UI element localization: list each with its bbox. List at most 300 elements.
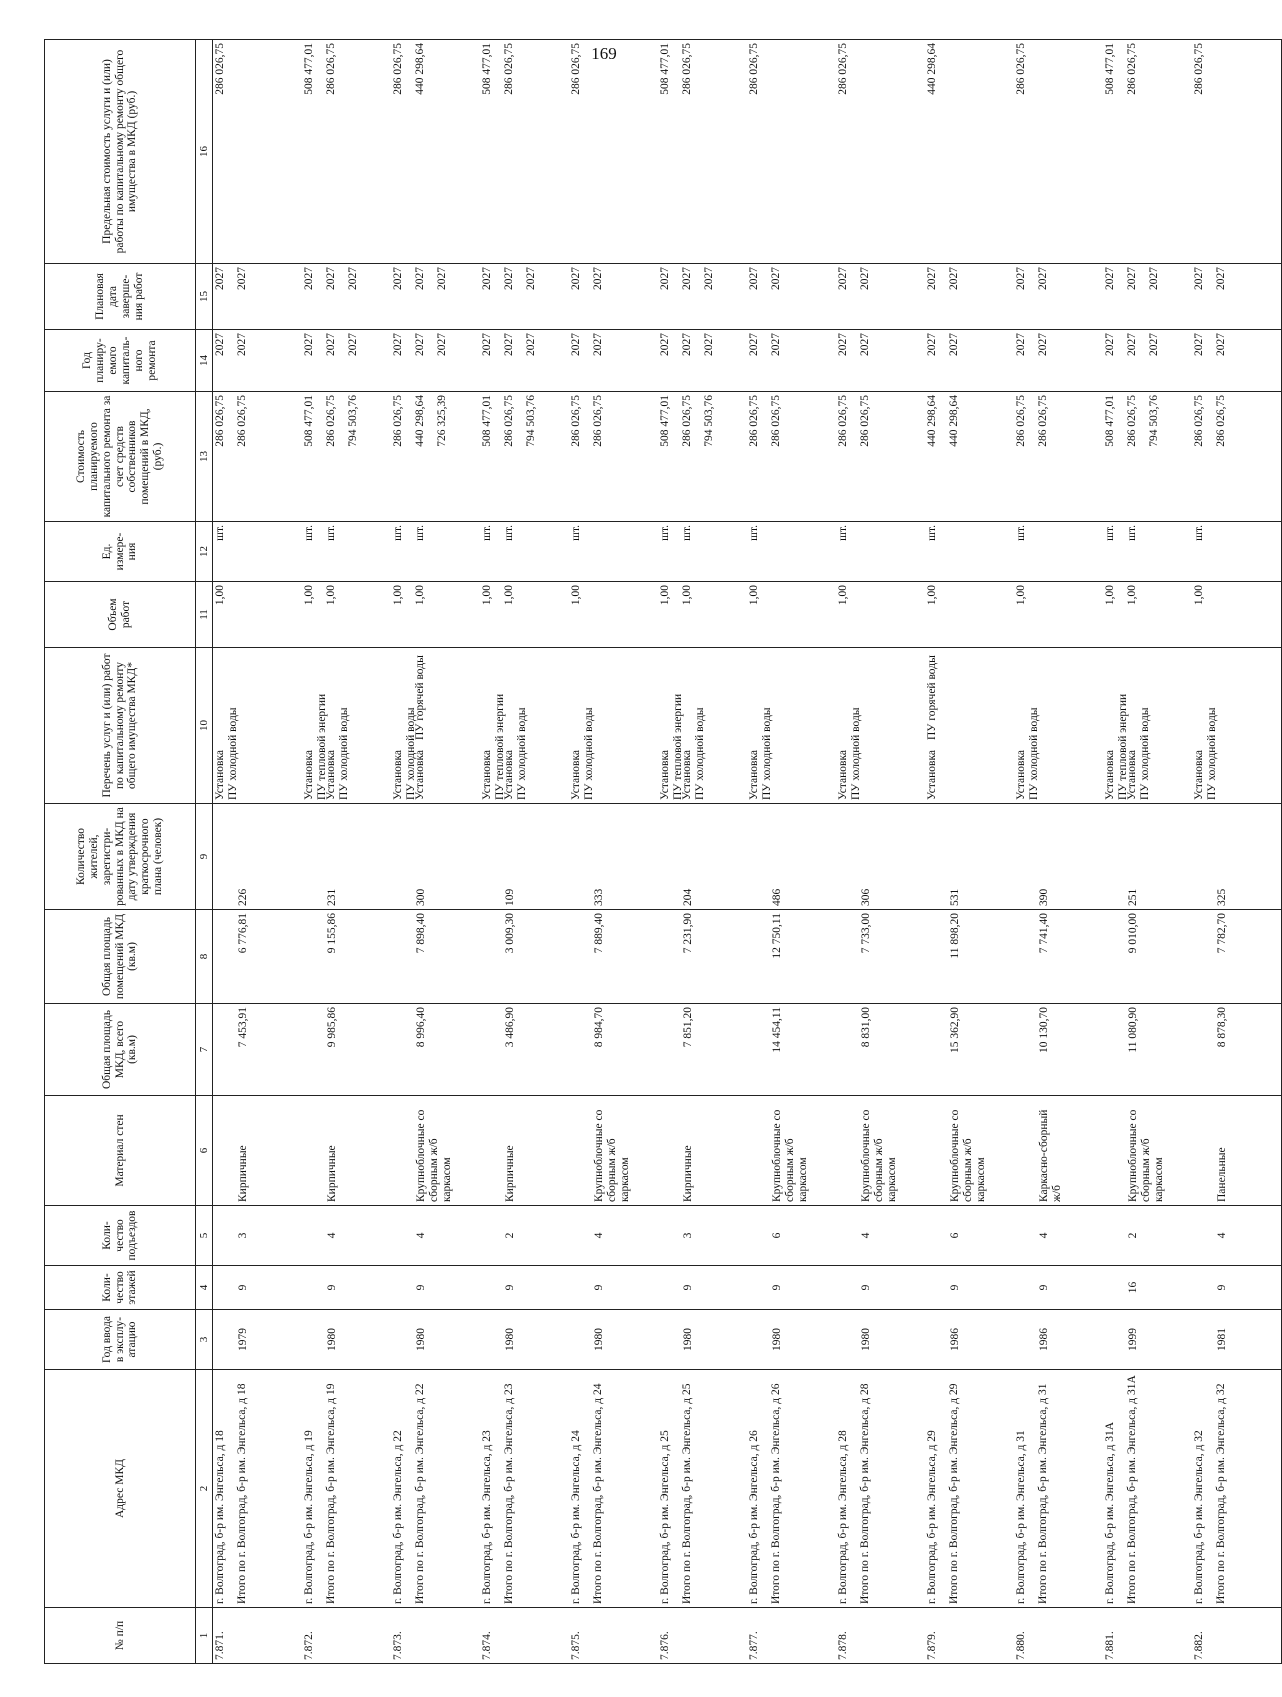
unit-value: шт. [303, 525, 315, 541]
volume-cell [480, 582, 569, 648]
service-action: Установка [303, 750, 315, 800]
unit-cell [747, 522, 836, 582]
column-header-12: Ед. измере-ния [45, 522, 196, 582]
cost-cell [1014, 392, 1103, 522]
address-line: Итого по г. Волгоград, б-р им. Энгельса, д 29 [948, 1383, 960, 1604]
capital-repair-table [44, 39, 1282, 1664]
address-line: г. Волгоград, б-р им. Энгельса, д 31 [1015, 1430, 1027, 1604]
column-header-2: Адрес МКД [45, 1370, 196, 1608]
cost-value: 440 298,64 [926, 395, 938, 447]
repair-year-value: 2027 [303, 333, 315, 356]
unit-cell [1103, 522, 1192, 582]
cost-cell [658, 392, 747, 522]
premises-area-cell: 7 782,70 [1192, 910, 1282, 1004]
address-cell [747, 1370, 836, 1608]
premises-area-cell: 7 898,40 [391, 910, 480, 1004]
entrances-cell: 6 [925, 1206, 1014, 1266]
repair-year-value: 2027 [436, 333, 448, 356]
volume-value: 1,00 [681, 585, 693, 606]
volume-cell [836, 582, 925, 648]
floors-cell: 9 [836, 1266, 925, 1310]
address-line: Итого по г. Волгоград, б-р им. Энгельса, д 18 [236, 1383, 248, 1604]
column-number-3: 3 [196, 1310, 213, 1370]
residents-cell: 333 [569, 804, 658, 910]
completion-date-value: 2027 [503, 267, 515, 290]
row-number: 7.875. [569, 1608, 658, 1664]
repair-year-value: 2027 [592, 333, 604, 356]
column-number-9: 9 [196, 804, 213, 910]
cost-cell [480, 392, 569, 522]
column-header-16: Предельная стоимость услуги и (или) работы по капитальному ремонту общего имущества в МКД (руб.) [45, 40, 196, 264]
service-action: Установка [325, 750, 337, 800]
completion-date-cell [836, 264, 925, 330]
wall-material-cell: Крупноблочные со сборным ж/б каркасом [836, 1096, 925, 1206]
table-row [1192, 40, 1282, 1664]
cost-value: 440 298,64 [414, 395, 426, 447]
cost-cell [1103, 392, 1192, 522]
residents-cell: 204 [658, 804, 747, 910]
repair-year-value: 2027 [748, 333, 760, 356]
service-item [926, 651, 948, 800]
completion-date-value: 2027 [570, 267, 582, 290]
repair-year-value: 2027 [1148, 333, 1160, 356]
premises-area-cell: 6 776,81 [213, 910, 303, 1004]
page-number: 169 [591, 44, 617, 63]
repair-year-cell [391, 330, 480, 392]
service-object: ПУ холодной воды [693, 707, 706, 800]
address-line: г. Волгоград, б-р им. Энгельса, д 29 [926, 1430, 938, 1604]
service-action: Установка [1126, 750, 1138, 800]
repair-year-value: 2027 [392, 333, 404, 356]
unit-value: шт. [926, 525, 938, 541]
cost-cell [836, 392, 925, 522]
service-object: ПУ холодной воды [404, 707, 417, 800]
premises-area-cell: 9 155,86 [302, 910, 391, 1004]
column-number-12: 12 [196, 522, 213, 582]
cost-value: 286 026,75 [503, 395, 515, 447]
limit-cost-value: 286 026,75 [570, 43, 582, 95]
volume-value: 1,00 [1015, 585, 1027, 606]
cost-value: 286 026,75 [592, 395, 604, 447]
volume-value: 1,00 [1193, 585, 1205, 606]
address-line: г. Волгоград, б-р им. Энгельса, д 23 [481, 1430, 493, 1604]
year-built-cell: 1980 [836, 1310, 925, 1370]
volume-value: 1,00 [1126, 585, 1138, 606]
unit-cell [1014, 522, 1103, 582]
services-cell [1014, 648, 1103, 804]
completion-date-value: 2027 [1215, 267, 1227, 290]
header-row [45, 40, 196, 1664]
floors-cell: 9 [747, 1266, 836, 1310]
service-item [481, 651, 506, 800]
unit-cell [1192, 522, 1282, 582]
row-number: 7.874. [480, 1608, 569, 1664]
column-header-6: Материал стен [45, 1096, 196, 1206]
cost-cell [569, 392, 658, 522]
completion-date-value: 2027 [948, 267, 960, 290]
completion-date-cell [1192, 264, 1282, 330]
address-line: г. Волгоград, б-р им. Энгельса, д 24 [570, 1430, 582, 1604]
unit-cell [925, 522, 1014, 582]
service-item [837, 651, 862, 800]
cost-value: 286 026,75 [1126, 395, 1138, 447]
column-number-14: 14 [196, 330, 213, 392]
total-area-cell: 8 996,40 [391, 1004, 480, 1096]
floors-cell: 9 [213, 1266, 303, 1310]
residents-cell: 109 [480, 804, 569, 910]
entrances-cell: 4 [391, 1206, 480, 1266]
year-built-cell: 1980 [302, 1310, 391, 1370]
address-cell [480, 1370, 569, 1608]
volume-value: 1,00 [570, 585, 582, 606]
services-cell [569, 648, 658, 804]
address-line: Итого по г. Волгоград, б-р им. Энгельса, д 22 [414, 1383, 426, 1604]
repair-year-value: 2027 [770, 333, 782, 356]
repair-year-value: 2027 [503, 333, 515, 356]
total-area-cell: 11 080,90 [1103, 1004, 1192, 1096]
completion-date-cell [658, 264, 747, 330]
service-action: Установка [503, 750, 515, 800]
completion-date-cell [302, 264, 391, 330]
column-number-8: 8 [196, 910, 213, 1004]
cost-cell [925, 392, 1014, 522]
completion-date-value: 2027 [525, 267, 537, 290]
limit-cost-cell [836, 40, 925, 264]
premises-area-cell: 7 889,40 [569, 910, 658, 1004]
completion-date-value: 2027 [1193, 267, 1205, 290]
repair-year-cell [747, 330, 836, 392]
completion-date-value: 2027 [1015, 267, 1027, 290]
service-object: ПУ холодной воды [1205, 707, 1218, 800]
address-line: г. Волгоград, б-р им. Энгельса, д 26 [748, 1430, 760, 1604]
floors-cell: 16 [1103, 1266, 1192, 1310]
rotated-table-container [44, 40, 1228, 1664]
wall-material-cell: Крупноблочные со сборным ж/б каркасом [747, 1096, 836, 1206]
volume-cell [658, 582, 747, 648]
entrances-cell: 3 [213, 1206, 303, 1266]
premises-area-cell: 3 009,30 [480, 910, 569, 1004]
floors-cell: 9 [1014, 1266, 1103, 1310]
column-number-6: 6 [196, 1096, 213, 1206]
row-number: 7.872. [302, 1608, 391, 1664]
repair-year-value: 2027 [481, 333, 493, 356]
service-action: Установка [392, 750, 404, 800]
repair-year-cell [1014, 330, 1103, 392]
floors-cell: 9 [480, 1266, 569, 1310]
address-line: г. Волгоград, б-р им. Энгельса, д 28 [837, 1430, 849, 1604]
repair-year-cell [658, 330, 747, 392]
repair-year-cell [569, 330, 658, 392]
row-number: 7.880. [1014, 1608, 1103, 1664]
repair-year-cell [1192, 330, 1282, 392]
completion-date-value: 2027 [214, 267, 226, 290]
table-row [836, 40, 925, 1664]
volume-value: 1,00 [392, 585, 404, 606]
column-number-2: 2 [196, 1370, 213, 1608]
service-item [414, 651, 436, 800]
service-action: Установка [748, 750, 760, 800]
unit-cell [480, 522, 569, 582]
volume-cell [1014, 582, 1103, 648]
repair-year-value: 2027 [570, 333, 582, 356]
year-built-cell: 1980 [569, 1310, 658, 1370]
volume-cell [925, 582, 1014, 648]
year-built-cell: 1981 [1192, 1310, 1282, 1370]
service-action: Установка [837, 750, 849, 800]
address-cell [569, 1370, 658, 1608]
unit-value: шт. [414, 525, 426, 541]
address-line: Итого по г. Волгоград, б-р им. Энгельса, д 28 [859, 1383, 871, 1604]
year-built-cell: 1980 [747, 1310, 836, 1370]
completion-date-value: 2027 [414, 267, 426, 290]
services-cell [1103, 648, 1192, 804]
completion-date-value: 2027 [659, 267, 671, 290]
service-item [1015, 651, 1040, 800]
wall-material-cell: Кирпичные [480, 1096, 569, 1206]
completion-date-value: 2027 [926, 267, 938, 290]
total-area-cell: 7 453,91 [213, 1004, 303, 1096]
repair-year-cell [1103, 330, 1192, 392]
volume-value: 1,00 [926, 585, 938, 606]
cost-value: 508 477,01 [481, 395, 493, 447]
wall-material-cell: Крупноблочные со сборным ж/б каркасом [391, 1096, 480, 1206]
address-line: Итого по г. Волгоград, б-р им. Энгельса, д 32 [1215, 1383, 1227, 1604]
repair-year-value: 2027 [837, 333, 849, 356]
unit-value: шт. [659, 525, 671, 541]
table-row [213, 40, 303, 1664]
address-line: Итого по г. Волгоград, б-р им. Энгельса, д 26 [770, 1383, 782, 1604]
year-built-cell: 1980 [391, 1310, 480, 1370]
completion-date-cell [391, 264, 480, 330]
completion-date-value: 2027 [392, 267, 404, 290]
completion-date-value: 2027 [1104, 267, 1116, 290]
services-cell [391, 648, 480, 804]
service-object: ПУ тепловой энергии [315, 693, 328, 800]
services-cell [302, 648, 391, 804]
address-cell [1014, 1370, 1103, 1608]
limit-cost-value: 286 026,75 [748, 43, 760, 95]
entrances-cell: 4 [302, 1206, 391, 1266]
volume-cell [302, 582, 391, 648]
limit-cost-value: 508 477,01 [481, 43, 493, 95]
wall-material-cell: Крупноблочные со сборным ж/б каркасом [1103, 1096, 1192, 1206]
completion-date-value: 2027 [347, 267, 359, 290]
service-object: ПУ холодной воды [1138, 707, 1151, 800]
service-action: Установка [926, 750, 938, 800]
completion-date-value: 2027 [770, 267, 782, 290]
limit-cost-cell [1103, 40, 1192, 264]
service-action: Установка [214, 750, 226, 800]
cost-value: 286 026,75 [837, 395, 849, 447]
repair-year-cell [836, 330, 925, 392]
table-row [1103, 40, 1192, 1664]
limit-cost-cell [391, 40, 480, 264]
cost-value: 508 477,01 [1104, 395, 1116, 447]
completion-date-value: 2027 [303, 267, 315, 290]
total-area-cell: 8 831,00 [836, 1004, 925, 1096]
service-item [570, 651, 595, 800]
volume-value: 1,00 [481, 585, 493, 606]
service-object: ПУ холодной воды [1027, 707, 1040, 800]
column-header-1: № п/п [45, 1608, 196, 1664]
services-cell [1192, 648, 1282, 804]
unit-value: шт. [570, 525, 582, 541]
service-object: ПУ тепловой энергии [671, 693, 684, 800]
limit-cost-value: 286 026,75 [503, 43, 515, 95]
cost-value: 286 026,75 [859, 395, 871, 447]
limit-cost-value: 440 298,64 [414, 43, 426, 95]
completion-date-value: 2027 [681, 267, 693, 290]
cost-value: 286 026,75 [1215, 395, 1227, 447]
limit-cost-value: 286 026,75 [214, 43, 226, 95]
unit-value: шт. [837, 525, 849, 541]
service-object: ПУ горячей воды [926, 655, 938, 740]
column-header-10: Перечень услуг и (или) работ по капитальному ремонту общего имущества МКД* [45, 648, 196, 804]
cost-value: 794 503,76 [1148, 395, 1160, 447]
service-object: ПУ холодной воды [849, 707, 862, 800]
repair-year-value: 2027 [1126, 333, 1138, 356]
volume-cell [213, 582, 303, 648]
completion-date-value: 2027 [481, 267, 493, 290]
completion-date-cell [569, 264, 658, 330]
repair-year-cell [480, 330, 569, 392]
repair-year-value: 2027 [525, 333, 537, 356]
repair-year-value: 2027 [1215, 333, 1227, 356]
repair-year-value: 2027 [948, 333, 960, 356]
limit-cost-value: 286 026,75 [1015, 43, 1027, 95]
limit-cost-value: 286 026,75 [325, 43, 337, 95]
wall-material-cell: Панельные [1192, 1096, 1282, 1206]
row-number: 7.881. [1103, 1608, 1192, 1664]
unit-value: шт. [681, 525, 693, 541]
service-item [392, 651, 417, 800]
unit-value: шт. [503, 525, 515, 541]
column-number-16: 16 [196, 40, 213, 264]
residents-cell: 251 [1103, 804, 1192, 910]
address-line: Итого по г. Волгоград, б-р им. Энгельса, д 25 [681, 1383, 693, 1604]
completion-date-value: 2027 [859, 267, 871, 290]
cost-cell [213, 392, 303, 522]
volume-value: 1,00 [748, 585, 760, 606]
entrances-cell: 6 [747, 1206, 836, 1266]
entrances-cell: 4 [1192, 1206, 1282, 1266]
column-header-8: Общая площадь помещений МКД (кв.м) [45, 910, 196, 1004]
cost-value: 286 026,75 [392, 395, 404, 447]
limit-cost-cell [1192, 40, 1282, 264]
row-number: 7.871. [213, 1608, 303, 1664]
services-cell [925, 648, 1014, 804]
column-number-1: 1 [196, 1608, 213, 1664]
row-number: 7.873. [391, 1608, 480, 1664]
total-area-cell: 3 486,90 [480, 1004, 569, 1096]
residents-cell: 306 [836, 804, 925, 910]
volume-value: 1,00 [303, 585, 315, 606]
cost-cell [1192, 392, 1282, 522]
completion-date-value: 2027 [703, 267, 715, 290]
wall-material-cell: Крупноблочные со сборным ж/б каркасом [569, 1096, 658, 1206]
column-header-9: Количество жителей, зарегистри-рованных в МКД на дату утверждения краткосрочного плана (человек) [45, 804, 196, 910]
unit-cell [213, 522, 303, 582]
service-object: ПУ холодной воды [515, 707, 528, 800]
repair-year-value: 2027 [214, 333, 226, 356]
service-action: Установка [414, 750, 426, 800]
completion-date-value: 2027 [325, 267, 337, 290]
volume-cell [1192, 582, 1282, 648]
unit-value: шт. [748, 525, 760, 541]
limit-cost-cell [925, 40, 1014, 264]
completion-date-value: 2027 [1037, 267, 1049, 290]
column-header-13: Стоимость планируемого капитального ремонта за счет средств собственников помещений в МКД, (руб.) [45, 392, 196, 522]
table-row [747, 40, 836, 1664]
service-object: ПУ тепловой энергии [493, 693, 506, 800]
completion-date-value: 2027 [837, 267, 849, 290]
service-action: Установка [1193, 750, 1205, 800]
service-item [1104, 651, 1129, 800]
total-area-cell: 7 851,20 [658, 1004, 747, 1096]
table-row [658, 40, 747, 1664]
cost-cell [302, 392, 391, 522]
wall-material-cell: Каркасно-сборный ж/б [1014, 1096, 1103, 1206]
year-built-cell: 1986 [1014, 1310, 1103, 1370]
completion-date-value: 2027 [1126, 267, 1138, 290]
services-cell [480, 648, 569, 804]
completion-date-cell [1103, 264, 1192, 330]
wall-material-cell: Кирпичные [658, 1096, 747, 1206]
address-cell [391, 1370, 480, 1608]
cost-value: 286 026,75 [681, 395, 693, 447]
address-cell [302, 1370, 391, 1608]
floors-cell: 9 [1192, 1266, 1282, 1310]
premises-area-cell: 7 733,00 [836, 910, 925, 1004]
column-header-3: Год ввода в эксплу-атацию [45, 1310, 196, 1370]
entrances-cell: 3 [658, 1206, 747, 1266]
address-cell [925, 1370, 1014, 1608]
cost-value: 794 503,76 [525, 395, 537, 447]
limit-cost-value: 286 026,75 [1126, 43, 1138, 95]
completion-date-value: 2027 [748, 267, 760, 290]
cost-value: 286 026,75 [748, 395, 760, 447]
floors-cell: 9 [925, 1266, 1014, 1310]
completion-date-value: 2027 [592, 267, 604, 290]
column-number-11: 11 [196, 582, 213, 648]
service-action: Установка [570, 750, 582, 800]
entrances-cell: 2 [1103, 1206, 1192, 1266]
residents-cell: 226 [213, 804, 303, 910]
unit-value: шт. [1193, 525, 1205, 541]
table-row [569, 40, 658, 1664]
address-line: Итого по г. Волгоград, б-р им. Энгельса, д 24 [592, 1383, 604, 1604]
completion-date-cell [1014, 264, 1103, 330]
year-built-cell: 1980 [480, 1310, 569, 1370]
residents-cell: 390 [1014, 804, 1103, 910]
address-line: г. Волгоград, б-р им. Энгельса, д 31А [1104, 1421, 1116, 1604]
address-cell [836, 1370, 925, 1608]
cost-value: 286 026,75 [570, 395, 582, 447]
volume-cell [569, 582, 658, 648]
residents-cell: 300 [391, 804, 480, 910]
repair-year-value: 2027 [926, 333, 938, 356]
unit-cell [302, 522, 391, 582]
address-cell [1103, 1370, 1192, 1608]
limit-cost-cell [569, 40, 658, 264]
completion-date-value: 2027 [1148, 267, 1160, 290]
limit-cost-cell [213, 40, 303, 264]
volume-value: 1,00 [325, 585, 337, 606]
row-number: 7.878. [836, 1608, 925, 1664]
unit-value: шт. [481, 525, 493, 541]
total-area-cell: 14 454,11 [747, 1004, 836, 1096]
completion-date-cell [925, 264, 1014, 330]
